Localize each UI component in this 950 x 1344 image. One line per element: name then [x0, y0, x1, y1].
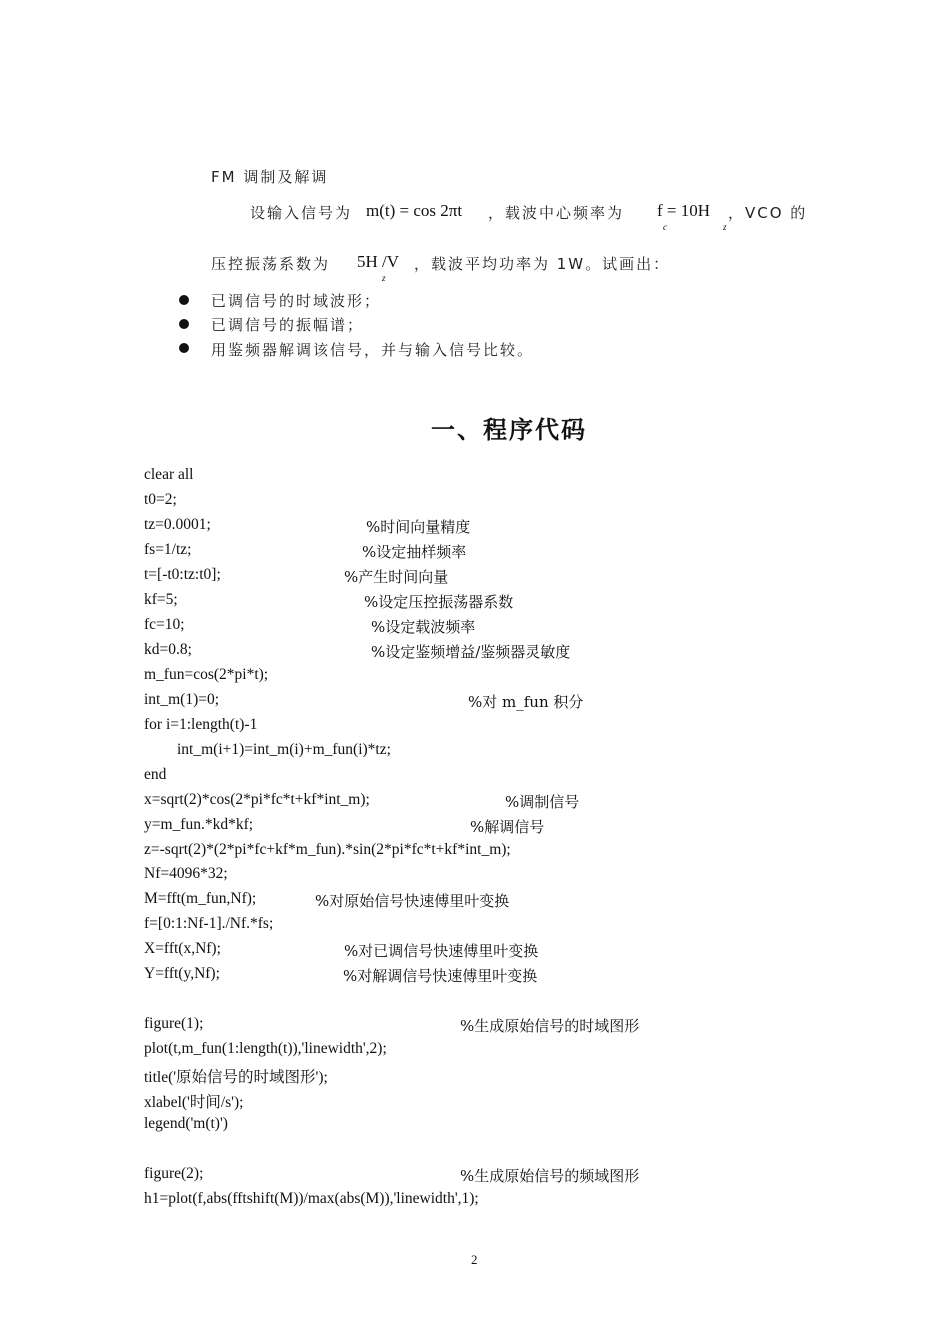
- bullet-item-3: 用鉴频器解调该信号，并与输入信号比较。: [211, 341, 535, 359]
- bullet-item-2: 已调信号的振幅谱；: [211, 316, 365, 334]
- intro-line2-prefix: 压控振荡系数为: [211, 255, 331, 273]
- code-line: y=m_fun.*kd*kf;: [144, 816, 254, 833]
- code-line: X=fft(x,Nf);: [144, 940, 221, 957]
- subscript-c: c: [663, 222, 667, 232]
- code-line: fc=10;: [144, 616, 185, 633]
- formula-carrier-frequency: f = 10H: [657, 201, 711, 220]
- code-line: plot(t,m_fun(1:length(t)),'linewidth',2);: [144, 1040, 387, 1057]
- code-comment: %对 m_fun 积分: [468, 693, 584, 711]
- code-line: figure(2);: [144, 1165, 204, 1182]
- bullet-dot-icon: [179, 295, 189, 305]
- intro-line2-suffix: ，载波平均功率为 1W。试画出：: [414, 255, 671, 273]
- code-line: t0=2;: [144, 491, 177, 508]
- bullet-dot-icon: [179, 319, 189, 329]
- code-line: fs=1/tz;: [144, 541, 192, 558]
- page-number: 2: [471, 1252, 478, 1267]
- code-comment: %调制信号: [505, 793, 580, 811]
- code-line: clear all: [144, 466, 194, 483]
- code-line: f=[0:1:Nf-1]./Nf.*fs;: [144, 915, 274, 932]
- intro-line1-suffix: ，VCO 的: [728, 204, 808, 222]
- code-comment: %解调信号: [470, 818, 545, 836]
- code-comment: %产生时间向量: [344, 568, 449, 586]
- code-line: M=fft(m_fun,Nf);: [144, 890, 257, 907]
- code-comment: %设定载波频率: [371, 618, 476, 636]
- code-line: t=[-t0:tz:t0];: [144, 566, 221, 583]
- code-line: xlabel('时间/s');: [144, 1094, 244, 1111]
- code-line: int_m(1)=0;: [144, 691, 220, 708]
- code-line: Y=fft(y,Nf);: [144, 965, 220, 982]
- code-line: tz=0.0001;: [144, 516, 211, 533]
- subscript-z: z: [723, 222, 727, 232]
- intro-line1-prefix: 设输入信号为: [250, 204, 353, 222]
- code-line: figure(1);: [144, 1015, 204, 1032]
- bullet-item-1: 已调信号的时域波形；: [211, 292, 382, 310]
- code-comment: %对原始信号快速傅里叶变换: [315, 892, 510, 910]
- code-line: end: [144, 766, 167, 783]
- code-line: for i=1:length(t)-1: [144, 716, 258, 733]
- code-line: kf=5;: [144, 591, 178, 608]
- bullet-dot-icon: [179, 343, 189, 353]
- code-line: legend('m(t)'): [144, 1115, 228, 1132]
- code-line: x=sqrt(2)*cos(2*pi*fc*t+kf*int_m);: [144, 791, 370, 808]
- code-comment: %生成原始信号的频域图形: [460, 1167, 640, 1185]
- section-heading: 一、程序代码: [431, 416, 587, 444]
- code-comment: %生成原始信号的时域图形: [460, 1017, 640, 1035]
- code-comment: %设定抽样频率: [362, 543, 467, 561]
- formula-vco-coefficient: 5H /V: [357, 252, 400, 271]
- code-line: title('原始信号的时域图形');: [144, 1069, 328, 1086]
- code-line: kd=0.8;: [144, 641, 192, 658]
- formula-input-signal: m(t) = cos 2πt: [366, 201, 463, 220]
- subscript-z-2: z: [382, 273, 386, 283]
- code-comment: %时间向量精度: [366, 518, 471, 536]
- code-comment: %设定压控振荡器系数: [364, 593, 514, 611]
- problem-title: FM 调制及解调: [211, 168, 329, 186]
- code-comment: %对解调信号快速傅里叶变换: [343, 967, 538, 985]
- code-comment: %设定鉴频增益/鉴频器灵敏度: [371, 643, 571, 661]
- intro-line1-mid: ，载波中心频率为: [488, 204, 625, 222]
- code-line: int_m(i+1)=int_m(i)+m_fun(i)*tz;: [177, 741, 391, 758]
- code-line: h1=plot(f,abs(fftshift(M))/max(abs(M)),'linewidth',1);: [144, 1190, 479, 1207]
- code-line: z=-sqrt(2)*(2*pi*fc+kf*m_fun).*sin(2*pi*fc*t+kf*int_m);: [144, 841, 511, 858]
- code-line: m_fun=cos(2*pi*t);: [144, 666, 269, 683]
- code-line: Nf=4096*32;: [144, 865, 228, 882]
- code-comment: %对已调信号快速傅里叶变换: [344, 942, 539, 960]
